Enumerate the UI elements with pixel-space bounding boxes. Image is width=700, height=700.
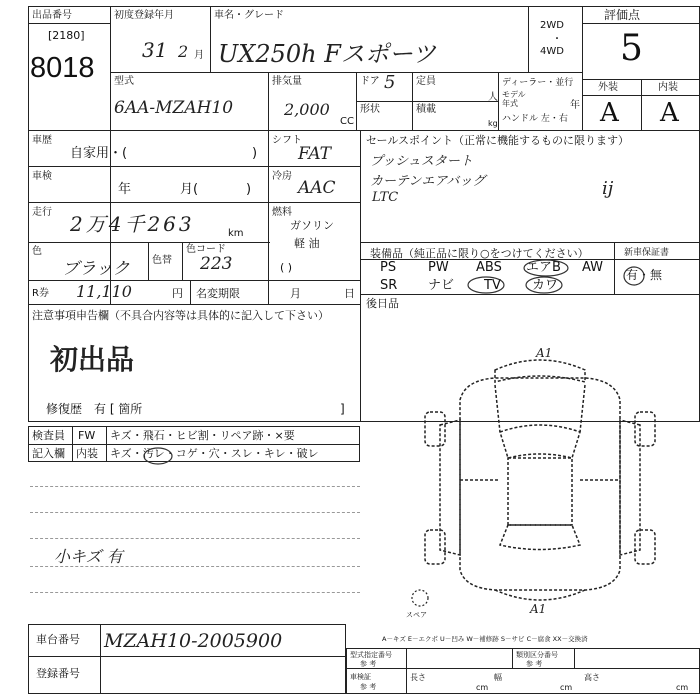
mileage-unit: km xyxy=(228,228,244,239)
mileage-label: 走行 xyxy=(32,207,52,218)
equipment-circles xyxy=(360,258,614,298)
inspection-close: ) xyxy=(246,182,252,197)
spec-width: 幅 xyxy=(494,673,502,682)
history-close: ) xyxy=(252,146,258,161)
inspection-month: 月( xyxy=(180,182,199,197)
car-diagram xyxy=(400,340,680,620)
equipment-label: 装備品（純正品に限り○をつけてください） xyxy=(370,247,589,260)
inspector-fw-text: キズ・飛石・ヒビ割・リペア跡・×要 xyxy=(110,429,295,442)
equip-tv: TV xyxy=(484,278,501,293)
aircon-label: 冷房 xyxy=(272,171,292,182)
fuel-other: ( ) xyxy=(280,261,293,274)
diagram-mark-rear: A1 xyxy=(530,602,547,616)
diagram-spare: スペア xyxy=(406,611,427,619)
equip-aw: AW xyxy=(582,260,604,275)
drive-2wd: 2WD xyxy=(540,20,564,31)
repair-close: ] xyxy=(340,402,345,416)
equip-leather: カワ xyxy=(532,278,559,293)
doors-value: 5 xyxy=(384,72,396,93)
spec-length-unit: cm xyxy=(476,683,489,692)
score-value: 5 xyxy=(620,28,643,69)
repair-label: 修復歴 有 [ 箇所 xyxy=(46,402,143,416)
displacement-label: 排気量 xyxy=(272,76,302,87)
interior-value: A xyxy=(660,98,679,128)
first-reg-month: 2 xyxy=(178,42,189,61)
inspection-label: 車検 xyxy=(32,171,52,182)
model-year-unit: 年 xyxy=(570,100,580,111)
recycle-unit: 円 xyxy=(172,287,183,300)
spec-cert-ref: 参 考 xyxy=(360,683,377,691)
warranty-value: 有・無 xyxy=(626,268,663,282)
equip-abs: ABS xyxy=(476,260,502,275)
sales-label: セールスポイント（正常に機能するものに限ります） xyxy=(366,134,630,147)
color-change-label: 色替 xyxy=(152,255,172,266)
displacement-unit: CC xyxy=(340,116,354,127)
inspection-year: 年 xyxy=(118,182,132,197)
capacity-unit: 人 xyxy=(488,92,498,103)
load-label: 積載 xyxy=(416,104,436,115)
history-label: 車歴 xyxy=(32,135,52,146)
handle-label: ハンドル 左・右 xyxy=(502,114,568,124)
equip-navi: ナビ xyxy=(428,278,455,293)
entry-in: 内装 xyxy=(76,447,98,460)
warranty-label: 新車保証書 xyxy=(624,248,670,258)
history-value: 自家用・( xyxy=(70,146,128,161)
exterior-label: 外装 xyxy=(598,82,618,93)
warranty-circle xyxy=(620,262,650,288)
model-year-label: モデル年式 xyxy=(502,90,526,108)
inspector-label: 検査員 xyxy=(32,429,65,442)
displacement-value: 2,000 xyxy=(284,100,330,119)
diagram-mark-front: A1 xyxy=(536,346,553,360)
model-label: 型式 xyxy=(114,76,134,87)
spec-cat-label: 類別区分番号 xyxy=(516,651,558,659)
drive-dot: ・ xyxy=(552,34,562,45)
dealer-label: ディーラー・並行 xyxy=(502,78,574,88)
nameplate-day: 日 xyxy=(344,287,355,300)
recycle-value: 11,110 xyxy=(76,282,132,301)
score-label: 評価点 xyxy=(604,8,641,22)
aircon-value: AAC xyxy=(298,178,336,198)
recycle-label: R券 xyxy=(32,288,49,299)
spec-type-ref: 参 考 xyxy=(360,660,377,668)
spec-cat-ref: 参 考 xyxy=(526,660,543,668)
mileage-value: 2万4千263 xyxy=(70,212,195,236)
name-grade-value: UX250h Fスポーツ xyxy=(218,40,436,68)
capacity-label: 定員 xyxy=(416,76,436,87)
first-reg-label: 初度登録年月 xyxy=(114,10,174,21)
equip-pw: PW xyxy=(428,260,449,275)
equip-airbag: エアB xyxy=(526,260,561,275)
load-unit: kg xyxy=(488,119,498,128)
nameplate-month: 月 xyxy=(290,287,301,300)
color-value: ブラック xyxy=(62,259,130,279)
drive-4wd: 4WD xyxy=(540,46,564,57)
first-reg-month-unit: 月 xyxy=(194,50,204,61)
spec-length: 長さ xyxy=(410,673,426,682)
lot-label: 出品番号 xyxy=(32,10,72,21)
spec-type-label: 型式指定番号 xyxy=(350,651,392,659)
sales-line2: カーテンエアバッグ xyxy=(370,174,486,189)
inspector-fw: FW xyxy=(78,429,96,442)
sales-line1: プッシュスタート xyxy=(370,154,473,169)
model-value: 6AA-MZAH10 xyxy=(114,98,234,118)
lot-code: [2180] xyxy=(48,29,85,42)
shift-value: FAT xyxy=(298,144,332,164)
name-grade-label: 車名・グレード xyxy=(214,10,284,21)
spec-height: 高さ xyxy=(584,673,600,682)
damage-legend: A－キズ E－エクボ U－凹み W－補修跡 S－サビ C－腐食 XX－交換済 xyxy=(382,635,588,643)
sales-line3: LTC xyxy=(372,190,399,205)
equip-ps: PS xyxy=(380,260,397,275)
notes-value: 初出品 xyxy=(50,343,135,376)
first-reg-year: 31 xyxy=(142,38,168,62)
chassis-value: MZAH10-2005900 xyxy=(104,630,283,652)
dirt-circle xyxy=(140,446,180,466)
interior-label: 内装 xyxy=(658,82,678,93)
chassis-label: 車台番号 xyxy=(36,633,80,646)
sales-mark: ij xyxy=(602,178,614,199)
registration-label: 登録番号 xyxy=(36,667,80,680)
spec-height-unit: cm xyxy=(676,683,689,692)
nameplate-label: 名変期限 xyxy=(196,287,240,300)
fuel-gasoline: ガソリン xyxy=(290,219,334,232)
equip-sr: SR xyxy=(380,278,398,293)
entry-in-text: キズ・汚レ・コゲ・穴・スレ・キレ・破レ xyxy=(110,447,319,460)
entry-label: 記入欄 xyxy=(32,447,65,460)
posted-label: 後日品 xyxy=(366,297,399,310)
color-label: 色 xyxy=(32,246,42,257)
notes-label: 注意事項申告欄（不具合内容等は具体的に記入して下さい） xyxy=(32,309,329,322)
doors-label: ドア xyxy=(360,76,380,87)
color-code-label: 色コード xyxy=(186,244,226,255)
color-code-value: 223 xyxy=(200,254,233,274)
fuel-diesel: 軽 油 xyxy=(294,237,320,250)
spec-cert-label: 車検証 xyxy=(350,673,371,681)
shape-label: 形状 xyxy=(360,104,380,115)
spec-width-unit: cm xyxy=(560,683,573,692)
shift-label: シフト xyxy=(272,135,302,146)
lot-number: 8018 xyxy=(30,52,95,84)
remark-note: 小キズ 有 xyxy=(54,547,123,566)
fuel-label: 燃料 xyxy=(272,207,292,218)
exterior-value: A xyxy=(600,98,619,128)
